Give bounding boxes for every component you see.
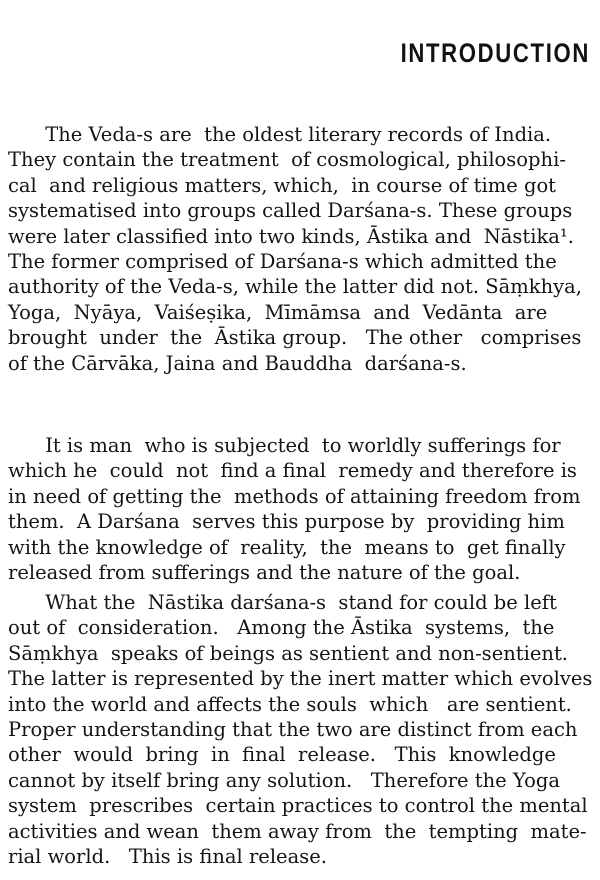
paragraph-line: Proper understanding that the two are distinct from each xyxy=(8,717,578,741)
paragraph-line: authority of the Veda-s, while the latter did not. Sāṃkhya, xyxy=(8,275,582,299)
paragraph-line: in need of getting the methods of attaining freedom from xyxy=(8,484,581,508)
paragraph-line: It is man who is subjected to worldly sufferings for xyxy=(8,434,561,457)
paragraph-line: released from sufferings and the nature of the goal. xyxy=(8,560,521,584)
paragraph-line: were later classified into two kinds, Āstika and Nāstika¹. xyxy=(8,224,574,248)
paragraph-line: Sāṃkhya speaks of beings as sentient and non-sentient. xyxy=(8,641,568,665)
paragraph-line: They contain the treatment of cosmological, philosophi- xyxy=(8,148,566,172)
paragraph-line: cannot by itself bring any solution. Therefore the Yoga xyxy=(8,768,560,792)
paragraph-line: What the Nāstika darśana-s stand for could be left xyxy=(8,591,557,614)
paragraph-line: rial world. This is final release. xyxy=(8,844,327,868)
paragraph-line: systematised into groups called Darśana-s. These groups xyxy=(8,199,573,223)
chapter-title: INTRODUCTION xyxy=(400,38,590,68)
paragraph-line: activities and wean them away from the tempting mate- xyxy=(8,819,587,843)
paragraph-line: The former comprised of Darśana-s which admitted the xyxy=(8,249,557,273)
paragraph-3 xyxy=(8,590,592,869)
paragraph-line: of the Cārvāka, Jaina and Bauddha darśana-s. xyxy=(8,351,467,375)
paragraph-line: Yoga, Nyāya, Vaiśeṣika, Mīmāmsa and Vedānta are xyxy=(8,300,548,324)
paragraph-line: into the world and affects the souls which are sentient. xyxy=(8,692,572,716)
paragraph-line: The latter is represented by the inert matter which evolves xyxy=(8,667,593,691)
paragraph-line: cal and religious matters, which, in course of time got xyxy=(8,173,557,197)
paragraph-line: The Veda-s are the oldest literary records of India. xyxy=(8,123,552,146)
paragraph-2 xyxy=(8,433,592,585)
paragraph-line: system prescribes certain practices to control the mental xyxy=(8,794,588,818)
paragraph-line: them. A Darśana serves this purpose by providing him xyxy=(8,510,565,534)
paragraph-line: with the knowledge of reality, the means to get finally xyxy=(8,535,566,559)
paragraph-line: brought under the Āstika group. The other comprises xyxy=(8,326,582,350)
paragraph-line: out of consideration. Among the Āstika systems, the xyxy=(8,616,555,640)
paragraph-1 xyxy=(8,122,592,376)
paragraph-line: other would bring in final release. This knowledge xyxy=(8,743,556,767)
paragraph-line: which he could not find a final remedy and therefore is xyxy=(8,459,577,483)
